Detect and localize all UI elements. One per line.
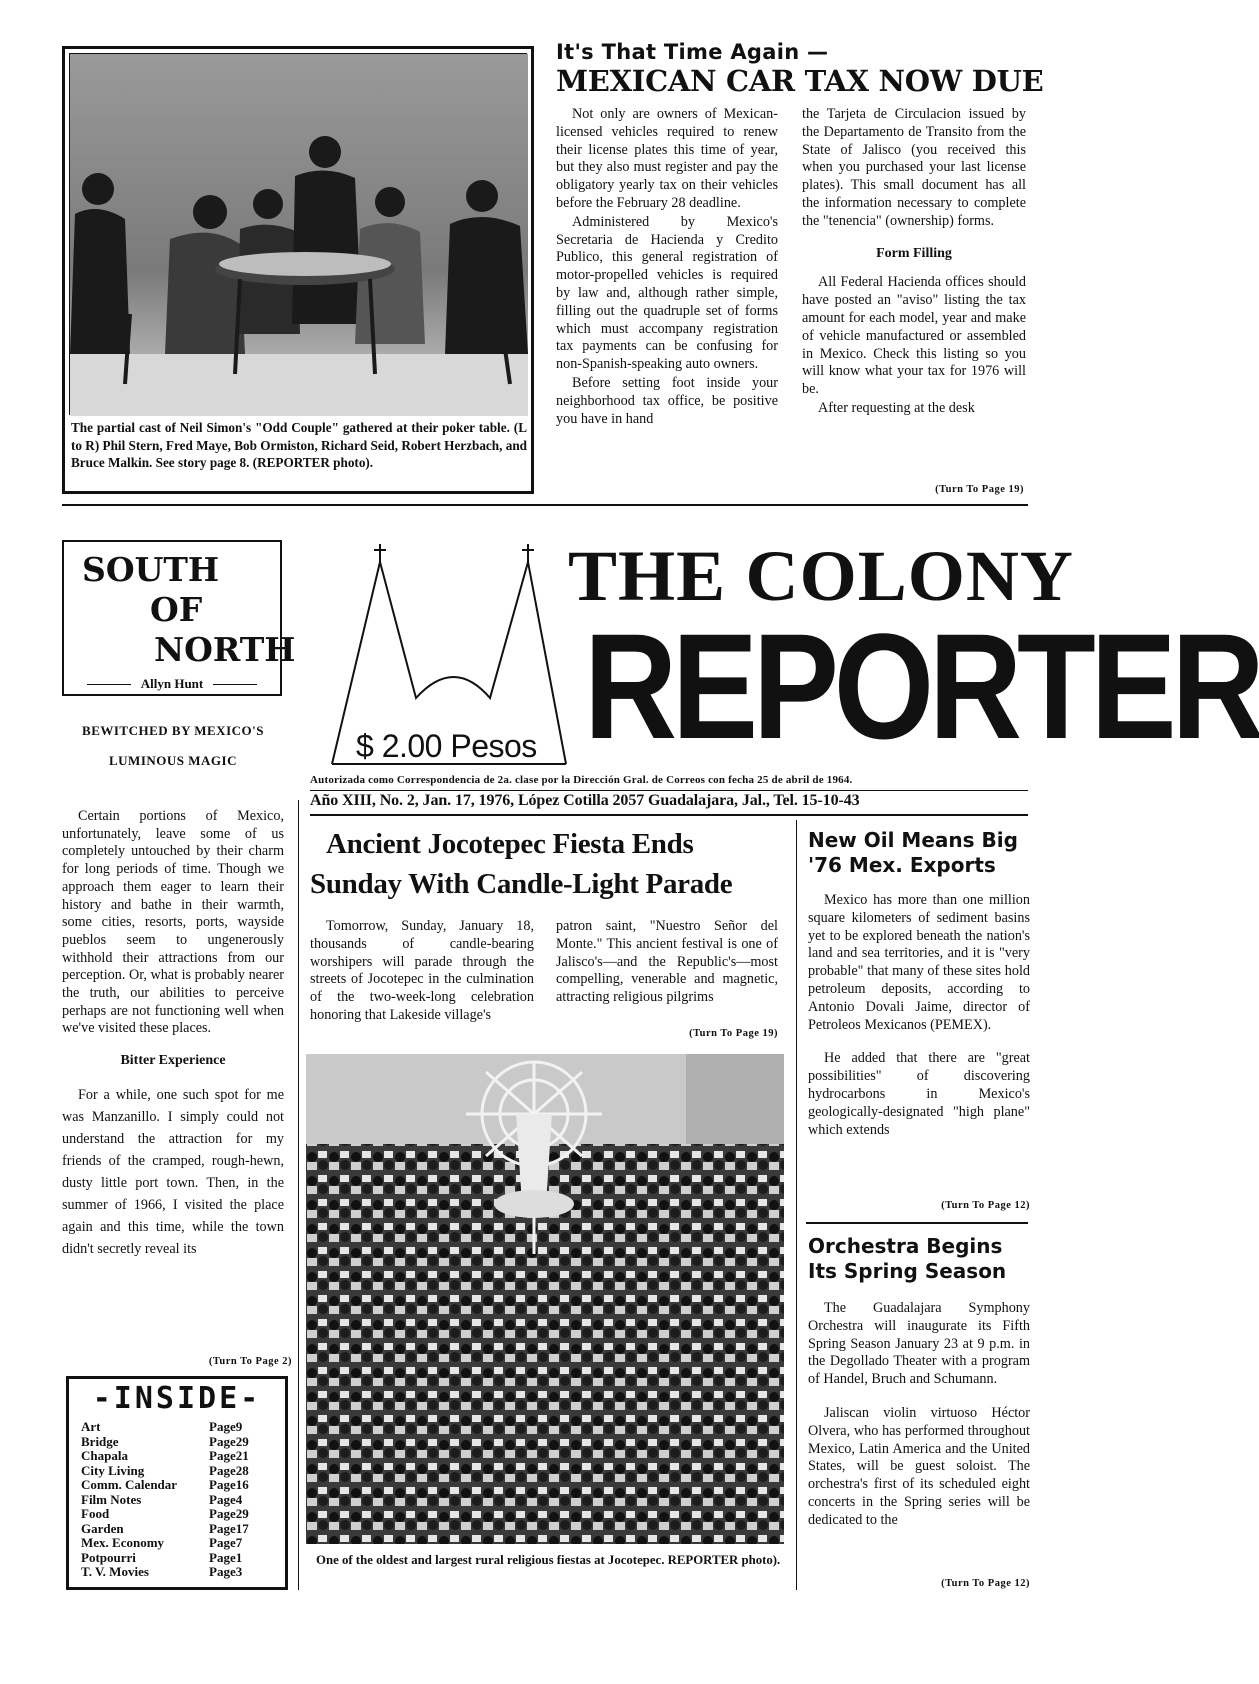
car-tax-paragraph: All Federal Hacienda offices should have posted an "aviso" listing the tax amount for each model, year and make of vehicle manufactured or assembled in Mexico. Check this listing so you will know what your tax for 1976 will be. [802,274,1026,398]
fiesta-paragraph: patron saint, "Nuestro Señor del Monte." This ancient festival is one of Jalisco's—and the Republic's—most compelling, venerable and magnetic, attracting religious pilgrims [556,918,778,1006]
fiesta-column-2 [556,918,778,1007]
inside-item[interactable]: Potpourri Page 1 [81,1549,243,1565]
car-tax-headline: MEXICAN CAR TAX NOW DUE [556,64,1044,98]
dateline: Año XIII, No. 2, Jan. 17, 1976, López Cotilla 2057 Guadalajara, Jal., Tel. 15-10-43 [310,792,860,809]
orchestra-paragraph: The Guadalajara Symphony Orchestra will inaugurate its Fifth Spring Season January 23 at 9 p.m. in the Degollado Theater with a program of Handel, Bruch and Schumann. [808,1300,1030,1388]
car-tax-subhead: Form Filling [876,245,952,261]
oil-body [808,892,1030,1139]
car-tax-turn: (Turn To Page 19) [935,484,1024,495]
column-title-line-3: NORTH [154,630,296,669]
fiesta-turn: (Turn To Page 19) [689,1028,778,1039]
car-tax-paragraph: Not only are owners of Mexican-licensed vehicles required to renew their license plates this time of year, but they also must register and pay the obligatory yearly tax on their vehicles before the February 28 deadline. [556,106,778,211]
masthead-line-2: REPORTER [584,602,1259,770]
car-tax-column-2 [802,106,1026,418]
column-paragraph: For a while, one such spot for me was Manzanillo. I simply could not understand the attraction for my friends of the cramped, rough-hewn, dusty little port town. Then, in the summer of 1966, I visited the place again and this time, while the town didn't secretly reveal its [62,1086,284,1257]
fiesta-headline-1: Ancient Jocotepec Fiesta Ends [326,828,694,860]
top-section-rule [62,504,1028,506]
column-title-line-2: OF [150,590,203,629]
fiesta-paragraph: Tomorrow, Sunday, January 18, thousands of candle-bearing worshipers will parade through the streets of Jocotepec in the culmination of the two-week-long celebration honoring that Lakeside village's [310,918,534,1023]
orchestra-turn: (Turn To Page 12) [941,1578,1030,1589]
column-paragraph: Certain portions of Mexico, unfortunately, leave some of us completely untouched by their charm for long periods of time. Though we approach them eager to learn their history and bathe in their warmth, some cities, resorts, ports, wayside pueblos seem to ungenerously withhold their attractions from our perception. Or, what is probably nearer the truth, our abilities to perceive perhaps are not functioning well when we've visited these places. [62,808,285,1037]
author-rule [213,684,257,685]
south-of-north-box [62,540,296,696]
top-photo-frame [62,46,534,494]
fiesta-crowd-photo [306,1054,784,1544]
oil-orchestra-rule [806,1222,1028,1224]
orchestra-headline: Orchestra Begins Its Spring Season [808,1234,1007,1283]
fiesta-column-1 [310,918,534,1025]
inside-item[interactable]: T. V. Movies Page 3 [81,1564,243,1579]
oil-turn: (Turn To Page 12) [941,1200,1030,1211]
author-name: Allyn Hunt [140,676,204,691]
column-subhead: Bitter Experience [120,1053,226,1069]
fiesta-caption: One of the oldest and largest rural religious fiestas at Jocotepec. REPORTER photo). [316,1553,781,1567]
column-turn: (Turn To Page 2) [208,1356,292,1367]
masthead-line-1: THE COLONY [568,536,1074,616]
authorization-line: Autorizada como Correspondencia de 2a. clase por la Dirección Gral. de Correos con fecha 25 de abril de 1964. [310,774,853,786]
inside-item[interactable]: City Living Page 28 [81,1462,249,1478]
car-tax-paragraph: Before setting foot inside your neighborhood tax office, be positive you have in hand [556,374,778,427]
column-rule-right [796,820,797,1590]
orchestra-paragraph: Jaliscan violin virtuoso Héctor Olvera, who has performed throughout Mexico, Latin America and the United States, will be guest soloist. The orchestra's first of its scheduled eight concerts in the Spring series will be dedicated to the [808,1404,1030,1528]
car-tax-column-1 [556,106,778,428]
oil-headline: New Oil Means Big '76 Mex. Exports [808,828,1018,877]
inside-list [69,1420,285,1580]
oil-paragraph: He added that there are "great possibilities" of discovering hydrocarbons in Mexico's geologically-designated "high plane" which extends [808,1050,1030,1138]
inside-item[interactable]: Art Page 9 [81,1419,243,1434]
inside-box [66,1376,288,1590]
inside-item[interactable]: Food Page 29 [81,1506,249,1521]
oil-paragraph: Mexico has more than one million square kilometers of sediment basins yet to be explored beneath the nation's land and sea territories, and it is "very probable" that many of these sites hold petroleum deposits, according to Antonio Dovali Jaime, director of Petroleos Mexicanos (PEMEX). [808,892,1030,1033]
inside-item[interactable]: Film Notes Page 4 [81,1491,243,1507]
top-photo-caption: The partial cast of Neil Simon's "Odd Couple" gathered at their poker table. (L to R) Phil Stern, Fred Maye, Bob Ormiston, Richard Seid, Robert Herzbach, and Bruce Malkin. See story page 8. (REPORTER photo). [71,420,527,470]
inside-item[interactable]: Chapala Page 21 [81,1448,249,1463]
column-author [64,676,280,692]
column-headline: BEWITCHED BY MEXICO'S LUMINOUS MAGIC [82,723,264,768]
author-rule [87,684,131,685]
inside-title: -INSIDE- [92,1381,262,1416]
inside-item[interactable]: Comm. Calendar Page 16 [81,1477,249,1492]
poker-table-photo [69,53,527,415]
fiesta-headline-2: Sunday With Candle-Light Parade [310,868,733,900]
inside-item[interactable]: Bridge Page 29 [81,1433,249,1449]
inside-item[interactable]: Garden Page 17 [81,1520,249,1536]
car-tax-paragraph: Administered by Mexico's Secretaria de Hacienda y Credito Publico, this general registration of motor-propelled vehicles is required by law and, although rather simple, filling out the quadruple set of forms which must accompany registration tax payments can be confusing for non-Spanish-speaking auto owners. [556,213,778,373]
column-body [62,808,284,1260]
car-tax-kicker: It's That Time Again — [556,40,829,64]
car-tax-paragraph: the Tarjeta de Circulacion issued by the Departamento de Transito from the State of Jalisco (you received this when you purchased your last license plates). This small document has all the information necessary to complete the "tenencia" (ownership) forms. [802,106,1026,229]
price: $ 2.00 Pesos [356,728,537,764]
car-tax-paragraph: After requesting at the desk [818,399,975,416]
dateline-rule-top [310,790,1028,791]
column-title-line-1: SOUTH [82,550,220,589]
inside-item[interactable]: Mex. Economy Page 7 [81,1535,243,1550]
dateline-rule-bottom [310,814,1028,816]
column-rule-left [298,800,299,1590]
orchestra-body [808,1300,1030,1530]
